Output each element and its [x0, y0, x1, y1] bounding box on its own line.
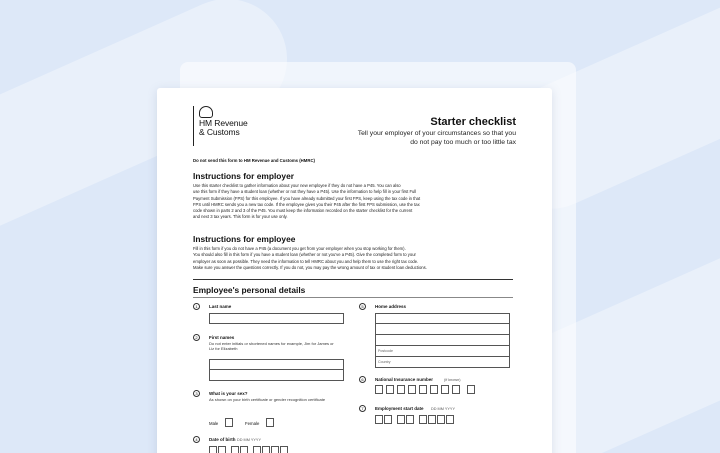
ni-digit-box[interactable]: [397, 385, 405, 394]
logo-line-2: & Customs: [199, 127, 240, 137]
date-of-birth-label: Date of birth: [209, 437, 236, 442]
text-line: employer as soon as possible. They need the information to tell HMRC about you and help them to use the right tax code.: [193, 258, 419, 264]
question-number: 3: [193, 390, 200, 397]
text-line: Make sure you answer the questions correctly. If you do not, you may pay the wrong amount of tax or student loan deductions.: [193, 264, 427, 270]
sex-label: What is your sex?: [209, 391, 248, 396]
postcode-field[interactable]: [375, 346, 510, 357]
question-number: 6: [359, 376, 366, 383]
ni-digit-box[interactable]: [467, 385, 475, 394]
sex-help: As shown on your birth certificate or gender recognition certificate: [209, 397, 326, 402]
start-date-digit-box[interactable]: [397, 415, 405, 424]
ni-number-hint: (if known): [444, 378, 461, 382]
dob-digit-box[interactable]: [209, 446, 217, 453]
ni-digit-box[interactable]: [408, 385, 416, 394]
text-line: use this form if they have a student loan (whether or not they have a P45). Use the information to help fill in your first Full: [193, 189, 417, 195]
text-line: code shown in parts 2 and 3 of the P45. You must keep the information recorded on the starter checklist for the current: [193, 208, 413, 214]
start-date-digit-box[interactable]: [419, 415, 427, 424]
start-date-digit-box[interactable]: [428, 415, 436, 424]
employment-start-date-hint: DD MM YYYY: [431, 407, 455, 411]
text-line: Payment Submission (FPS) for this employee. If you have already submitted your first FPS, keep using the tax code in that: [193, 195, 421, 201]
last-name-label: Last name: [209, 304, 232, 309]
last-name-field[interactable]: [209, 313, 344, 324]
ni-digit-box[interactable]: [441, 385, 449, 394]
ni-number-label: National Insurance number: [375, 377, 434, 382]
employee-instructions-text: [193, 246, 513, 271]
question-number: 1: [193, 303, 200, 310]
country-label: Country: [378, 360, 391, 364]
dob-digit-box[interactable]: [262, 446, 270, 453]
ni-digit-box[interactable]: [419, 385, 427, 394]
start-date-digit-box[interactable]: [406, 415, 414, 424]
first-names-help: Do not enter initials or shortened names for example, Jim for James or Liz for Elizabeth: [209, 341, 334, 352]
address-line-1-field[interactable]: [375, 313, 510, 324]
ni-digit-box[interactable]: [452, 385, 460, 394]
employer-instructions-text: [193, 183, 513, 221]
question-number: 7: [359, 405, 366, 412]
personal-details-heading: Employee's personal details: [193, 285, 306, 295]
starter-checklist-document: [157, 88, 552, 453]
dob-digit-box[interactable]: [271, 446, 279, 453]
first-names-label: First names: [209, 335, 235, 340]
female-label: Female: [245, 421, 260, 426]
start-date-digit-box[interactable]: [384, 415, 392, 424]
text-line: You should also fill in this form if you have a student loan (whether or not you've a P45). Give the completed form to your: [193, 252, 416, 258]
date-of-birth-hint: DD MM YYYY: [237, 438, 261, 442]
first-names-field[interactable]: [209, 359, 344, 370]
male-checkbox[interactable]: [225, 418, 233, 427]
question-number: 2: [193, 334, 200, 341]
dob-digit-box[interactable]: [231, 446, 239, 453]
section-divider: [193, 279, 513, 280]
text-line: and next 3 tax years. This form is for your use only.: [193, 214, 288, 220]
question-number: 5: [359, 303, 366, 310]
home-address-label: Home address: [375, 304, 407, 309]
section-divider: [193, 297, 513, 298]
employment-start-date-label: Employment start date: [375, 406, 424, 411]
dob-digit-box[interactable]: [218, 446, 226, 453]
text-line: FPS until HMRC sends you a new tax code. If the employee gives you their P45 after the first FPS submission, use the tax: [193, 201, 420, 207]
dob-digit-box[interactable]: [253, 446, 261, 453]
document-subtitle: Tell your employer of your circumstances so that you do not pay too much or too little tax: [357, 130, 516, 146]
first-names-field-line-2[interactable]: [209, 370, 344, 381]
country-field[interactable]: [375, 357, 510, 368]
address-line-2-field[interactable]: [375, 324, 510, 335]
ni-digit-box[interactable]: [386, 385, 394, 394]
question-number: 4: [193, 436, 200, 443]
logo-line-1: HM Revenue: [199, 118, 248, 128]
do-not-send-notice: Do not send this form to HM Revenue and Customs (HMRC): [193, 158, 315, 163]
start-date-digit-box[interactable]: [375, 415, 383, 424]
address-line-3-field[interactable]: [375, 335, 510, 346]
hmrc-logo: [193, 106, 248, 146]
start-date-digit-box[interactable]: [437, 415, 445, 424]
postcode-label: Postcode: [378, 349, 393, 353]
start-date-digit-box[interactable]: [446, 415, 454, 424]
male-label: Male: [209, 421, 219, 426]
text-line: Use this starter checklist to gather information about your new employee if they do not have a P45. You can also: [193, 183, 401, 188]
ni-digit-box[interactable]: [430, 385, 438, 394]
crest-icon: [199, 106, 213, 118]
employer-instructions-heading: Instructions for employer: [193, 171, 294, 181]
dob-digit-box[interactable]: [240, 446, 248, 453]
dob-digit-box[interactable]: [280, 446, 288, 453]
text-line: Fill in this form if you do not have a P45 (a document you get from your employer when you stop working for them).: [193, 246, 406, 251]
employee-instructions-heading: Instructions for employee: [193, 234, 296, 244]
ni-digit-box[interactable]: [375, 385, 383, 394]
document-title: Starter checklist: [430, 116, 516, 128]
female-checkbox[interactable]: [266, 418, 274, 427]
